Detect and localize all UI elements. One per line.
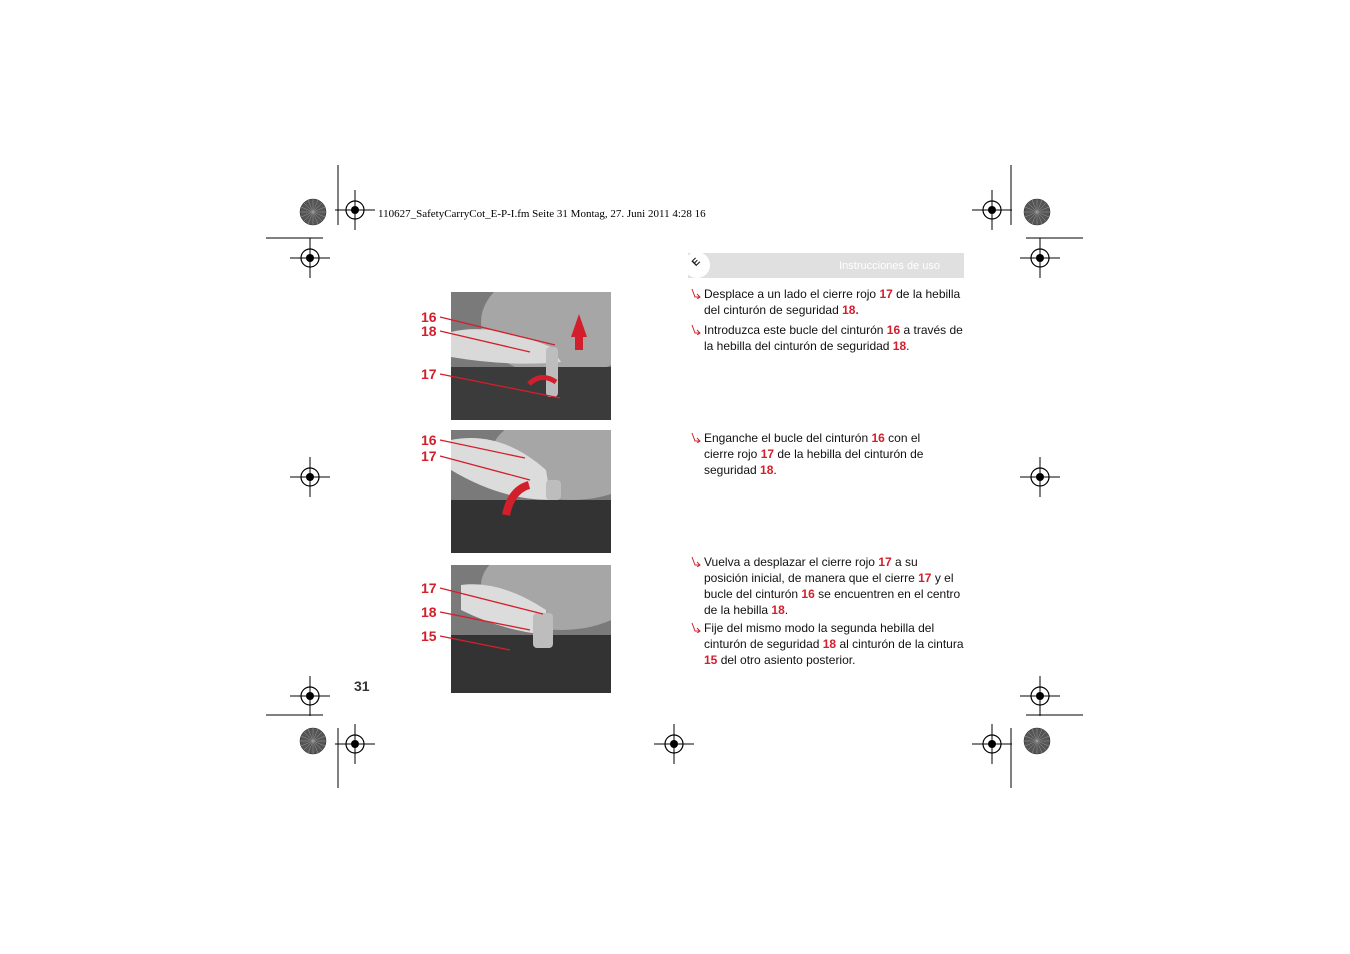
instruction-3: Enganche el bucle del cinturón 16 con el cierre rojo 17 de la hebilla del cinturón de seguridad 18. (690, 430, 952, 478)
figure-3-callout-2: 18 (421, 604, 437, 620)
figure-1-callout-1: 16 (421, 309, 437, 325)
figure-3-callout-3: 15 (421, 628, 437, 644)
page-number: 31 (354, 678, 370, 694)
file-info: 110627_SafetyCarryCot_E-P-I.fm Seite 31 Montag, 27. Juni 2011 4:28 16 (378, 208, 706, 220)
figure-3-callout-1: 17 (421, 580, 437, 596)
instruction-5: Fije del mismo modo la segunda hebilla del cinturón de seguridad 18 al cinturón de la cintura 15 del otro asiento posterior. (690, 620, 965, 668)
figure-1-callout-2: 18 (421, 323, 437, 339)
language-label: E (690, 256, 703, 269)
step-arrow-icon (690, 431, 702, 443)
figure-2-callout-2: 17 (421, 448, 437, 464)
instruction-2: Introduzca este bucle del cinturón 16 a través de la hebilla del cinturón de seguridad 18. (690, 322, 965, 354)
instruction-4: Vuelva a desplazar el cierre rojo 17 a su posición inicial, de manera que el cierre 17 y el bucle del cinturón 16 se encuentren en el centro de la hebilla 18. (690, 554, 965, 618)
instruction-1: Desplace a un lado el cierre rojo 17 de la hebilla del cinturón de seguridad 18. (690, 286, 965, 318)
step-arrow-icon (690, 287, 702, 299)
figure-2-callout-1: 16 (421, 432, 437, 448)
figure-1-callout-3: 17 (421, 366, 437, 382)
step-arrow-icon (690, 621, 702, 633)
step-arrow-icon (690, 323, 702, 335)
step-arrow-icon (690, 555, 702, 567)
section-title: Instrucciones de uso (839, 260, 940, 272)
